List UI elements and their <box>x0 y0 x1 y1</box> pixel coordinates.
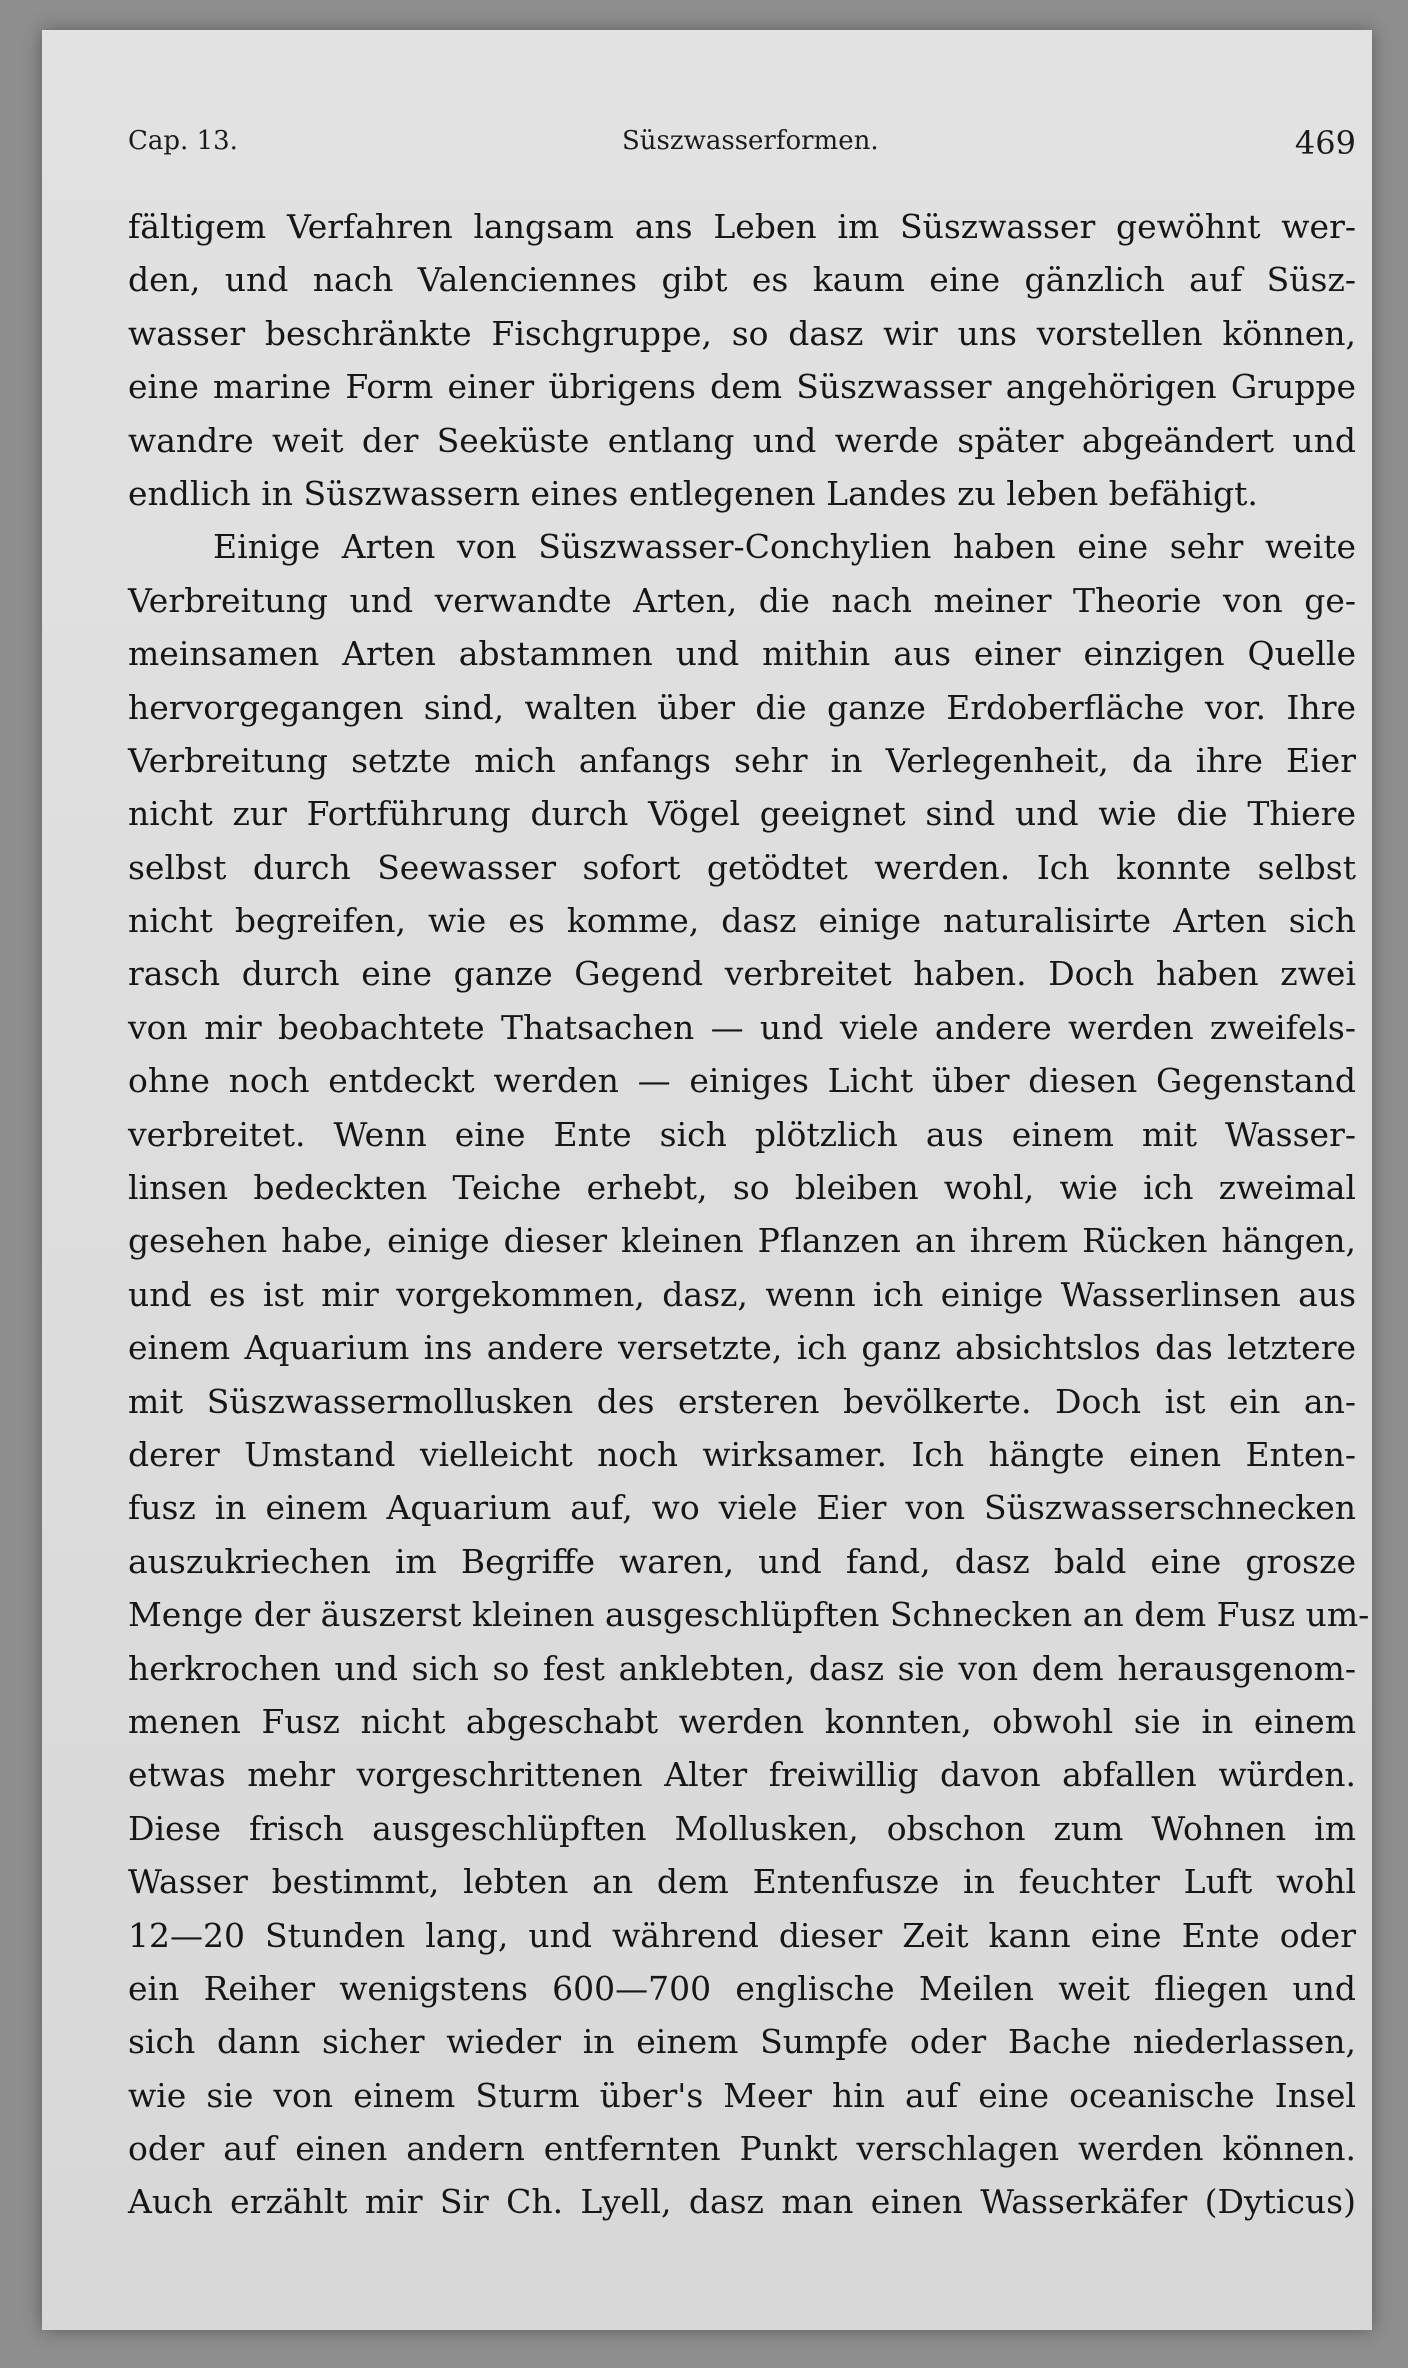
text-line: nicht zur Fortführung durch Vögel geeignet sind und wie die Thiere <box>128 794 1356 834</box>
text-line: nicht begreifen, wie es komme, dasz einige naturalisirte Arten sich <box>128 901 1356 941</box>
running-title: Süszwasserformen. <box>622 126 879 156</box>
text-line: auszukriechen im Begriffe waren, und fand, dasz bald eine grosze <box>128 1541 1356 1581</box>
text-line: ein Reiher wenigstens 600—700 englische Meilen weit fliegen und <box>128 1968 1356 2008</box>
text-line: Diese frisch ausgeschlüpften Mollusken, obschon zum Wohnen im <box>128 1808 1356 1848</box>
text-line: verbreitet. Wenn eine Ente sich plötzlich aus einem mit Wasser- <box>128 1114 1356 1154</box>
text-line: meinsamen Arten abstammen und mithin aus einer einzigen Quelle <box>128 634 1356 674</box>
body-text <box>128 200 1370 2229</box>
text-line: menen Fusz nicht abgeschabt werden konnten, obwohl sie in einem <box>128 1701 1356 1741</box>
text-line: fältigem Verfahren langsam ans Leben im Süszwasser gewöhnt wer- <box>128 207 1356 246</box>
text-line: herkrochen und sich so fest anklebten, dasz sie von dem herausgenom- <box>128 1648 1356 1688</box>
text-line: und es ist mir vorgekommen, dasz, wenn ich einige Wasserlinsen aus <box>128 1274 1356 1314</box>
text-line: wie sie von einem Sturm über's Meer hin auf eine oceanische Insel <box>128 2075 1356 2115</box>
text-line: fusz in einem Aquarium auf, wo viele Eier von Süszwasserschnecken <box>128 1488 1356 1528</box>
text-line: 12—20 Stunden lang, und während dieser Zeit kann eine Ente oder <box>128 1915 1356 1955</box>
text-line: einem Aquarium ins andere versetzte, ich ganz absichtslos das letztere <box>128 1328 1356 1368</box>
book-page <box>42 30 1372 2330</box>
text-line: selbst durch Seewasser sofort getödtet werden. Ich konnte selbst <box>128 847 1356 887</box>
text-line: mit Süszwassermollusken des ersteren bevölkerte. Doch ist ein an- <box>128 1381 1356 1421</box>
running-header <box>128 118 1356 162</box>
text-line: derer Umstand vielleicht noch wirksamer. Ich hängte einen Enten- <box>128 1434 1356 1474</box>
paragraph-start-line: Einige Arten von Süszwasser-Conchylien haben eine sehr weite <box>213 527 1356 567</box>
text-line: endlich in Süszwassern eines entlegenen Landes zu leben befähigt. <box>128 473 1258 513</box>
text-line: ohne noch entdeckt werden — einiges Licht über diesen Gegenstand <box>128 1061 1356 1101</box>
text-line: Auch erzählt mir Sir Ch. Lyell, dasz man einen Wasserkäfer (Dyticus) <box>128 2182 1356 2222</box>
text-line: den, und nach Valenciennes gibt es kaum eine gänzlich auf Süsz- <box>128 260 1356 300</box>
text-line: wandre weit der Seeküste entlang und werde später abgeändert und <box>128 420 1356 460</box>
text-line: Menge der äuszerst kleinen ausgeschlüpften Schnecken an dem Fusz um- <box>128 1595 1370 1635</box>
text-line: etwas mehr vorgeschrittenen Alter freiwillig davon abfallen würden. <box>128 1755 1356 1795</box>
text-line: Verbreitung und verwandte Arten, die nach meiner Theorie von ge- <box>128 580 1356 620</box>
text-line: Verbreitung setzte mich anfangs sehr in Verlegenheit, da ihre Eier <box>128 740 1356 780</box>
text-line: wasser beschränkte Fischgruppe, so dasz wir uns vorstellen können, <box>128 313 1356 353</box>
text-line: hervorgegangen sind, walten über die ganze Erdoberfläche vor. Ihre <box>128 687 1356 727</box>
text-line: gesehen habe, einige dieser kleinen Pflanzen an ihrem Rücken hängen, <box>128 1221 1356 1261</box>
text-line: oder auf einen andern entfernten Punkt verschlagen werden können. <box>128 2129 1356 2169</box>
text-line: rasch durch eine ganze Gegend verbreitet haben. Doch haben zwei <box>128 954 1356 994</box>
chapter-label: Cap. 13. <box>128 126 238 156</box>
text-line: linsen bedeckten Teiche erhebt, so bleiben wohl, wie ich zweimal <box>128 1168 1356 1208</box>
text-line: eine marine Form einer übrigens dem Süszwasser angehörigen Gruppe <box>128 367 1356 407</box>
text-line: Wasser bestimmt, lebten an dem Entenfusze in feuchter Luft wohl <box>128 1862 1356 1902</box>
page-number: 469 <box>1294 124 1356 162</box>
text-line: von mir beobachtete Thatsachen — und viele andere werden zweifels- <box>128 1007 1356 1047</box>
text-line: sich dann sicher wieder in einem Sumpfe oder Bache niederlassen, <box>128 2022 1356 2062</box>
